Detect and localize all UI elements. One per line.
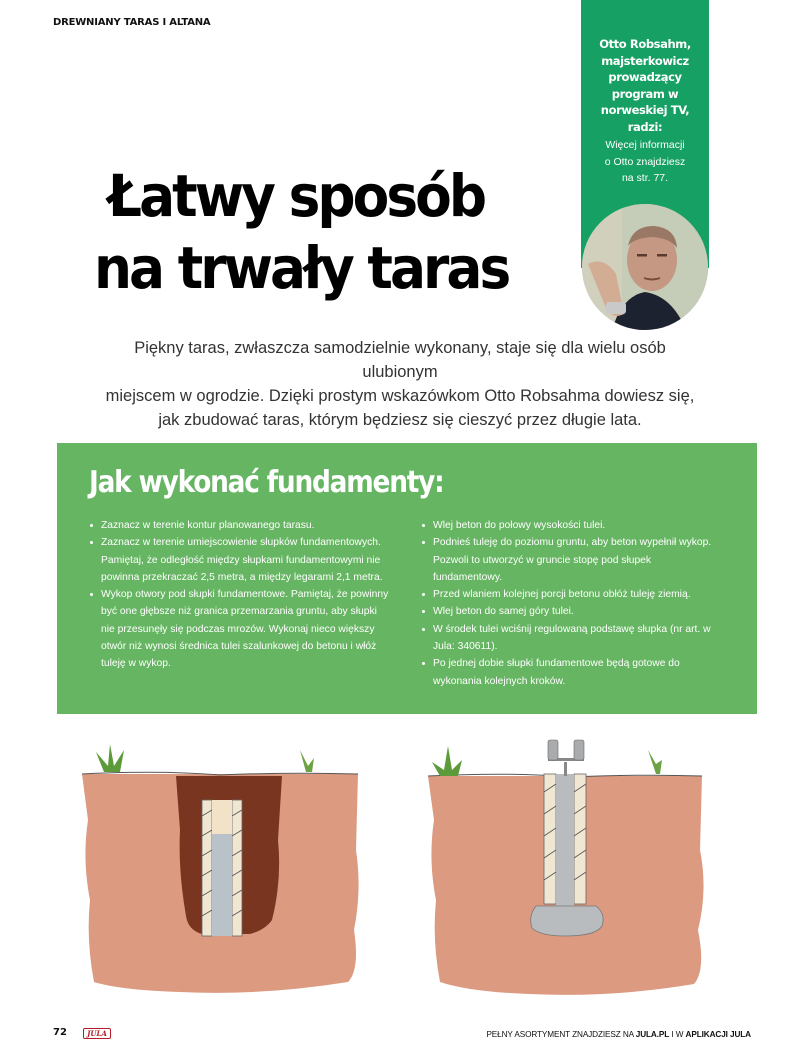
- author-line: norweskiej TV,: [600, 103, 690, 117]
- author-more-info: [581, 137, 709, 187]
- footer-tagline: [486, 1030, 751, 1039]
- lead-line: Piękny taras, zwłaszcza samodzielnie wykonany, staje się dla wielu osób ulubionym: [134, 339, 666, 381]
- section-label: DREWNIANY TARAS I ALTANA: [53, 17, 211, 28]
- page-title: [94, 160, 517, 304]
- instruction-item: Podnieś tuleję do poziomu gruntu, aby beton wypełnił wykop. Pozwoli to utworzyć w gruncie stopę pod słupek fundamentowy.: [419, 534, 719, 586]
- soil-cross-section-icon: [60, 720, 360, 1010]
- tagline-text: I W: [669, 1030, 686, 1039]
- instruction-item: W środek tulei wciśnij regulowaną podstawę słupka (nr art. w Jula: 340611).: [419, 621, 719, 656]
- instructions-heading: Jak wykonać fundamenty:: [89, 465, 444, 500]
- title-line: Łatwy sposób: [107, 162, 485, 230]
- instruction-item: Zaznacz w terenie kontur planowanego tarasu.: [87, 517, 392, 534]
- instruction-item: Po jednej dobie słupki fundamentowe będą gotowe do wykonania kolejnych kroków.: [419, 655, 719, 690]
- instruction-item: Wlej beton do połowy wysokości tulei.: [419, 517, 719, 534]
- lead-line: jak zbudować taras, którym będziesz się cieszyć przez długie lata.: [158, 411, 642, 429]
- author-line: majsterkowicz: [601, 53, 689, 68]
- author-line: program w: [611, 86, 679, 101]
- illustration-tube-in-hole: [60, 720, 360, 1010]
- instruction-item: Przed wlaniem kolejnej porcji betonu obłóż tuleję ziemią.: [419, 586, 719, 603]
- soil-cross-section-icon: [410, 720, 730, 1010]
- instruction-item: Wykop otwory pod słupki fundamentowe. Pamiętaj, że powinny być one głębsze niż granica przemarzania gruntu, aby słupki nie przesunęły się podczas mrozów. Wykonaj nieco większy otwór niż wynosi średnica tulei szalunkowej do betonu i włóż tuleję w wykop.: [87, 586, 392, 672]
- more-info-line: o Otto znajdziesz: [604, 155, 686, 168]
- title-line: na trwały taras: [94, 234, 509, 302]
- more-info-line: na str. 77.: [621, 172, 669, 184]
- tagline-site-link[interactable]: JULA.PL: [635, 1030, 670, 1039]
- author-line: Otto Robsahm,: [599, 37, 691, 51]
- instruction-item: Wlej beton do samej góry tulei.: [419, 603, 719, 620]
- author-intro: [581, 36, 709, 135]
- illustration-finished-post: [410, 720, 730, 1010]
- more-info-line: Więcej informacji: [605, 139, 685, 151]
- lead-paragraph: [100, 336, 700, 432]
- author-line: prowadzący: [608, 70, 682, 84]
- instructions-list-left: [87, 517, 392, 673]
- tagline-app: APLIKACJI JULA: [685, 1030, 751, 1039]
- instructions-list-right: [419, 517, 719, 690]
- author-photo-icon: [582, 204, 708, 330]
- author-avatar: [582, 204, 708, 330]
- lead-line: miejscem w ogrodzie. Dzięki prostym wskazówkom Otto Robsahma dowiesz się,: [105, 387, 695, 405]
- instruction-item: Zaznacz w terenie umiejscowienie słupków fundamentowych. Pamiętaj, że odległość między słupkami fundamentowymi nie powinna przekraczać 2,5 metra, a między legarami 2,1 metra.: [87, 534, 392, 586]
- page-number: 72: [53, 1027, 67, 1038]
- author-line: radzi:: [627, 119, 663, 134]
- tagline-text: PEŁNY ASORTYMENT ZNAJDZIESZ NA: [486, 1030, 636, 1039]
- instructions-box: [57, 443, 757, 714]
- jula-logo-icon: JULA: [83, 1028, 111, 1039]
